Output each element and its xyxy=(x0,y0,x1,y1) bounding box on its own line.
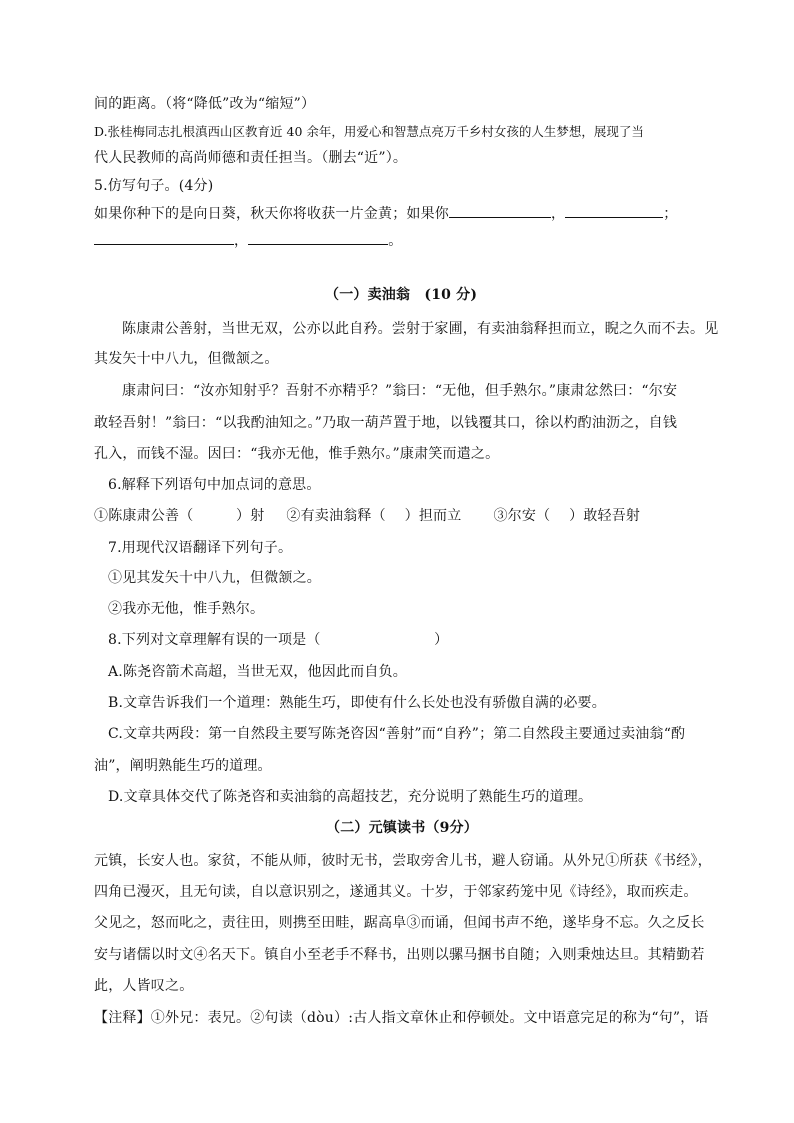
passage-line: 四角已漫灭，且无句读，自以意识别之，遂通其义。十岁，于邻家药笼中见《诗经》，取而疾走。 xyxy=(94,884,698,900)
option-c-continued: 油”，阐明熟能生巧的道理。 xyxy=(94,758,272,774)
section-title: （二）元镇读书（9分） xyxy=(326,820,478,836)
answer-blank[interactable] xyxy=(248,230,388,245)
text-line: 间的距离。（将“降低”改为“缩短”） xyxy=(94,96,316,112)
option-b: B.文章告诉我们一个道理：熟能生巧，即使有什么长处也没有骄傲自满的必要。 xyxy=(108,695,606,711)
passage-line: 其发矢十中八九，但微颔之。 xyxy=(94,351,279,367)
question-item: ③尔安（ ）敢轻吾射 xyxy=(493,508,641,524)
passage-line: 陈康肃公善射，当世无双，公亦以此自矜。尝射于家圃，有卖油翁释担而立，睨之久而不去。见 xyxy=(122,321,719,337)
question-heading: 8.下列对文章理解有误的一项是（ ） xyxy=(108,632,449,648)
passage-line: 安与诸儒以时文④名天下。镇自小至老手不释书，出则以骡马捆书自随；入则秉烛达旦。其精勤若 xyxy=(94,947,705,963)
question-heading: 7.用现代汉语翻译下列句子。 xyxy=(108,540,293,556)
option-c: C.文章共两段：第一自然段主要写陈尧咨因“善射”而“自矜”；第二自然段主要通过卖油翁“酌 xyxy=(108,726,686,742)
passage-line: 敢轻吾射！”翁曰：“以我酌油知之。”乃取一葫芦置于地，以钱覆其口，徐以杓酌油沥之，自钱 xyxy=(94,415,678,431)
passage-line: 此，人皆叹之。 xyxy=(94,978,194,994)
annotation-line: 【注释】①外兄：表兄。②句读（dòu）:古人指文章休止和停顿处。文中语意完足的称为“句”，语 xyxy=(94,1010,709,1026)
sentence-text: 如果你种下的是向日葵，秋天你将收获一片金黄；如果你 xyxy=(94,206,449,222)
question-heading: 5.仿写句子。(4分) xyxy=(94,178,214,194)
answer-blank[interactable] xyxy=(565,203,663,218)
imitation-sentence-line xyxy=(94,230,402,251)
question-item: ②我亦无他，惟手熟尔。 xyxy=(108,601,265,617)
punctuation: ； xyxy=(663,206,678,222)
text-line: 代人民教师的高尚师德和责任担当。（删去“近”）。 xyxy=(94,150,408,166)
answer-blank[interactable] xyxy=(94,230,234,245)
question-item: ①见其发矢十中八九，但微颔之。 xyxy=(108,570,321,586)
imitation-sentence-line xyxy=(94,203,677,224)
option-a: A.陈尧咨箭术高超，当世无双，他因此而自负。 xyxy=(108,664,407,680)
section-title: （一）卖油翁 (10 分) xyxy=(325,287,478,303)
question-item: ①陈康肃公善（ ）射 xyxy=(94,508,265,524)
text-line: D.张桂梅同志扎根滇西山区教育近 40 余年，用爱心和智慧点亮万千乡村女孩的人生梦想，展现了当 xyxy=(94,124,644,139)
punctuation: ， xyxy=(551,206,566,222)
passage-line: 孔入，而钱不湿。因曰：“我亦无他，惟手熟尔。”康肃笑而遣之。 xyxy=(94,446,500,462)
question-heading: 6.解释下列语句中加点词的意思。 xyxy=(108,477,321,493)
question-item: ②有卖油翁释（ ）担而立 xyxy=(286,508,462,524)
punctuation: ， xyxy=(234,233,249,249)
answer-blank[interactable] xyxy=(449,203,551,218)
passage-line: 父见之，怒而叱之，责往田，则携至田畦，踞高阜③而诵，但闻书声不绝，遂毕身不忘。久之反长 xyxy=(94,915,705,931)
passage-line: 元镇，长安人也。家贫，不能从师，彼时无书，尝取旁舍儿书，避人窃诵。从外兄①所获《书经》， xyxy=(94,853,712,869)
passage-line: 康肃问曰：“汝亦知射乎？吾射不亦精乎？”翁曰：“无他，但手熟尔。”康肃忿然曰：“尔安 xyxy=(122,383,678,399)
option-d: D.文章具体交代了陈尧咨和卖油翁的高超技艺，充分说明了熟能生巧的道理。 xyxy=(108,789,593,805)
punctuation: 。 xyxy=(388,233,403,249)
question-items xyxy=(94,506,640,526)
